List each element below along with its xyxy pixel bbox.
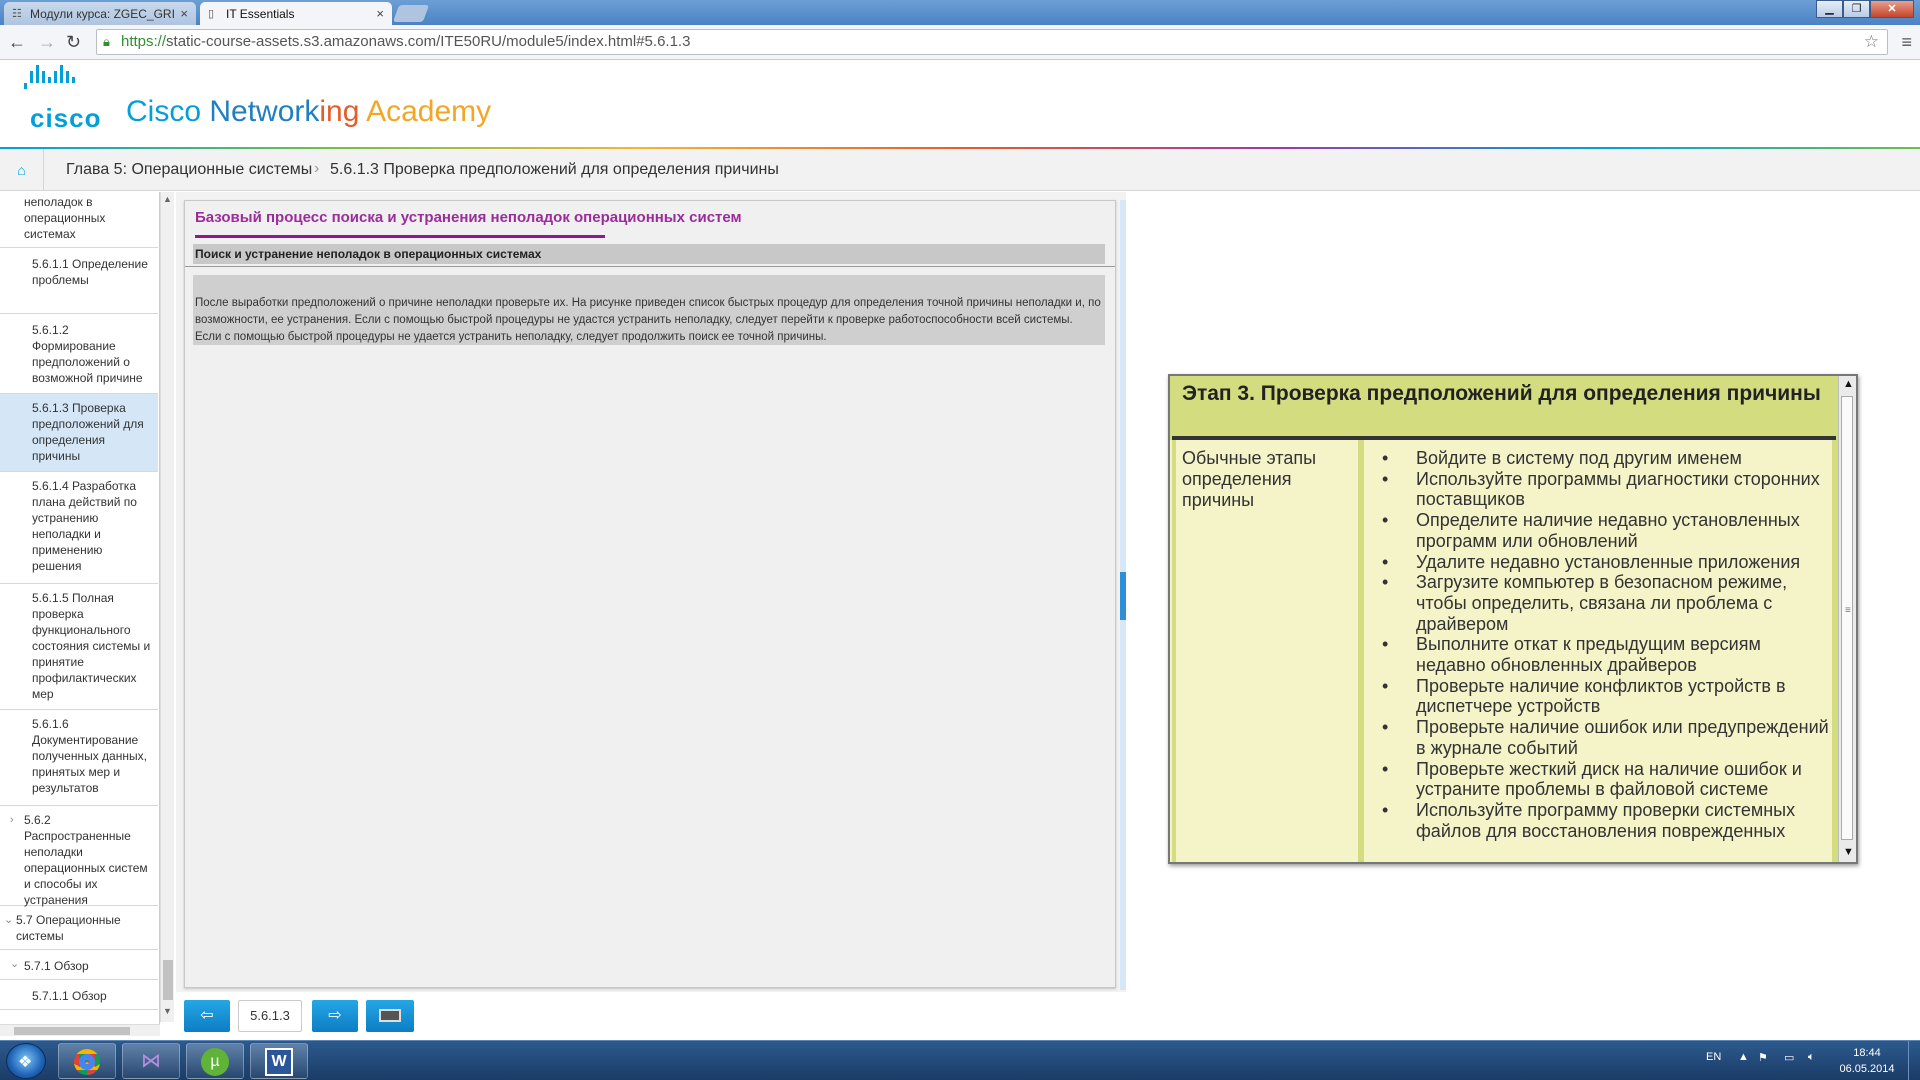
sidebar-item-label: 5.7.1 Обзор xyxy=(24,959,89,973)
tab-course-modules[interactable] xyxy=(4,2,196,25)
title-part-3: ing xyxy=(319,95,360,128)
taskbar-visual-studio[interactable] xyxy=(122,1043,180,1079)
sidebar-item-5-6-1-2[interactable] xyxy=(0,314,158,394)
sidebar-item-5-6-1-1[interactable] xyxy=(0,248,158,314)
action-center-flag-icon[interactable]: ⚑ xyxy=(1758,1052,1768,1064)
scroll-up-icon[interactable]: ▲ xyxy=(1843,378,1854,390)
steps-list xyxy=(1370,448,1830,841)
scroll-up-icon[interactable]: ▲ xyxy=(163,194,172,204)
cell-border xyxy=(1172,440,1176,864)
course-outline xyxy=(0,192,160,1036)
chevron-down-icon: ⌄ xyxy=(10,958,20,970)
clock-date: 06.05.2014 xyxy=(1839,1063,1895,1075)
title-part-1: Cisco xyxy=(126,95,210,128)
card-scroll-thumb[interactable] xyxy=(1841,396,1853,840)
content-scroll-thumb[interactable] xyxy=(1120,572,1126,620)
clock-time: 18:44 xyxy=(1853,1047,1881,1059)
menu-icon[interactable]: ≡ xyxy=(1901,32,1912,52)
show-desktop-button[interactable] xyxy=(1908,1041,1920,1080)
address-bar[interactable] xyxy=(96,29,1888,55)
sidebar-scroll-thumb[interactable] xyxy=(163,960,173,1000)
breadcrumb-separator: › xyxy=(314,160,320,177)
sidebar-hscroll-thumb[interactable] xyxy=(14,1027,130,1035)
reload-icon[interactable]: ↻ xyxy=(66,32,82,52)
minimize-icon[interactable]: ▁ xyxy=(1816,0,1843,18)
language-indicator[interactable]: EN xyxy=(1706,1051,1722,1063)
browser-tabstrip xyxy=(0,0,1920,25)
url-text: static-course-assets.s3.amazonaws.com/ITE50RU/module5/index.html#5.6.1.3 xyxy=(166,33,691,50)
sidebar-item-5-6-1-6[interactable] xyxy=(0,710,158,806)
arrow-right-icon: ⇨ xyxy=(328,1007,342,1024)
sidebar-item-label: 5.6.1.2 Формирование предположений о возможной причине xyxy=(32,323,143,385)
forward-arrow-icon[interactable]: → xyxy=(38,32,56,52)
list-item: • Войдите в систему под другим именем xyxy=(1370,448,1830,469)
academy-title xyxy=(126,95,491,129)
list-item: • Загрузите компьютер в безопасном режиме, чтобы определить, связана ли проблема с драйвером xyxy=(1370,572,1830,634)
sidebar-item-label: 5.6.1.1 Определение проблемы xyxy=(32,257,148,287)
sidebar-item-label: неполадок в операционных системах xyxy=(24,195,106,241)
sidebar-item-5-6-2[interactable] xyxy=(0,806,158,906)
taskbar-utorrent[interactable] xyxy=(186,1043,244,1079)
prev-page-button[interactable] xyxy=(184,1000,230,1032)
tab-label: IT Essentials xyxy=(226,7,295,21)
volume-icon[interactable]: 🔈︎ xyxy=(1808,1051,1815,1063)
sidebar-item-5-6-1-header[interactable] xyxy=(0,192,158,248)
section-divider xyxy=(185,266,1115,267)
sidebar-item-5-7[interactable] xyxy=(0,906,158,950)
visual-studio-icon: ⋈ xyxy=(141,1050,161,1072)
page-number: 5.6.1.3 xyxy=(238,1000,302,1032)
title-underline xyxy=(195,235,605,238)
scroll-down-icon[interactable]: ▼ xyxy=(163,1006,172,1016)
breadcrumb-chapter[interactable]: Глава 5: Операционные системы xyxy=(66,161,313,178)
card-title: Этап 3. Проверка предположений для определения причины xyxy=(1182,382,1821,405)
list-item: • Определите наличие недавно установленных программ или обновлений xyxy=(1370,510,1830,551)
utorrent-icon: µ xyxy=(201,1048,229,1076)
taskbar-chrome[interactable] xyxy=(58,1043,116,1079)
close-tab-icon[interactable]: × xyxy=(180,6,188,21)
sidebar-item-label: 5.6.1.6 Документирование полученных данных, принятых мер и результатов xyxy=(32,717,147,795)
breadcrumb-page: 5.6.1.3 Проверка предположений для определения причины xyxy=(330,161,779,178)
cisco-wordmark: cisco xyxy=(30,103,102,133)
taskbar xyxy=(0,1040,1920,1080)
new-tab-button[interactable] xyxy=(393,5,429,22)
list-item: • Используйте программы диагностики сторонних поставщиков xyxy=(1370,469,1830,510)
tab-label: Модули курса: ZGEC_GRI xyxy=(30,7,175,21)
scroll-down-icon[interactable]: ▼ xyxy=(1843,846,1854,858)
list-item: • Используйте программу проверки системных файлов для восстановления поврежденных xyxy=(1370,800,1830,841)
next-page-button[interactable] xyxy=(312,1000,358,1032)
sidebar-scrollbar[interactable] xyxy=(160,192,174,1022)
card-row-label: Обычные этапы определения причины xyxy=(1182,448,1317,510)
breadcrumb xyxy=(0,149,1920,191)
card-body xyxy=(1170,440,1838,864)
sidebar-item-label: 5.6.1.4 Разработка плана действий по устранению неполадки и применению решения xyxy=(32,479,137,573)
sidebar-item-label: 5.7.1.1 Обзор xyxy=(32,989,107,1003)
browser-toolbar xyxy=(0,25,1920,60)
window-controls xyxy=(1816,0,1914,18)
restore-icon[interactable]: ❐ xyxy=(1843,0,1870,18)
media-toggle-button[interactable] xyxy=(366,1000,414,1032)
close-window-icon[interactable]: ✕ xyxy=(1870,0,1914,18)
sidebar-item-label: 5.6.2 Распространенные неполадки операционных систем и способы их устранения xyxy=(24,813,148,907)
content-title: Базовый процесс поиска и устранения неполадок операционных систем xyxy=(195,209,742,226)
sidebar-item-label: 5.6.1.5 Полная проверка функционального состояния системы и принятие профилактических мер xyxy=(32,591,151,701)
list-item: • Выполните откат к предыдущим версиям недавно обновленных драйверов xyxy=(1370,634,1830,675)
home-icon[interactable]: ⌂ xyxy=(0,149,44,191)
course-favicon-icon: ☷ xyxy=(12,8,22,20)
sidebar-item-5-6-1-5[interactable] xyxy=(0,584,158,710)
title-part-4: Academy xyxy=(359,95,492,128)
sidebar-item-label: 5.6.1.3 Проверка предположений для определения причины xyxy=(32,401,144,463)
arrow-left-icon: ⇦ xyxy=(200,1007,214,1024)
cell-border xyxy=(1358,440,1364,864)
list-item: • Проверьте наличие ошибок или предупреждений в журнале событий xyxy=(1370,717,1830,758)
sidebar-item-5-7-1[interactable] xyxy=(0,950,158,980)
card-scrollbar[interactable] xyxy=(1838,376,1856,862)
bookmark-star-icon[interactable]: ☆ xyxy=(1863,32,1879,51)
sidebar-hscrollbar[interactable] xyxy=(0,1024,160,1036)
content-body: После выработки предположений о причине неполадки проверьте их. На рисунке приведен список быстрых процедур для определения точной причины неполадки и, по возможности, ее устранения. Если с помощью быстрой процедуры не удастся устранить неполадку, следует перейти к проверке работоспособности всей системы. Если с помощью быстрой процедуры не удается устранить неполадку, следует продолжить поиск ее точной причины. xyxy=(193,275,1105,345)
title-part-2: Network xyxy=(209,95,320,128)
url-scheme: https:// xyxy=(121,33,167,50)
content-panel xyxy=(184,200,1116,988)
chrome-icon xyxy=(74,1049,100,1075)
grip-icon: ≡ xyxy=(1845,605,1851,616)
show-hidden-icons-icon[interactable]: ▲ xyxy=(1738,1051,1749,1063)
sidebar-item-5-7-1-1[interactable] xyxy=(0,980,158,1010)
tab-it-essentials[interactable] xyxy=(200,2,392,25)
screen-icon xyxy=(379,1009,401,1022)
back-arrow-icon[interactable]: ← xyxy=(8,32,26,52)
lock-icon: 🔒︎ xyxy=(103,34,110,49)
taskbar-word[interactable] xyxy=(250,1043,308,1079)
figure-card xyxy=(1168,374,1858,864)
sidebar-item-label: 5.7 Операционные системы xyxy=(16,913,121,943)
windows-logo-icon: ❖ xyxy=(18,1054,33,1071)
close-tab-icon[interactable]: × xyxy=(376,6,384,21)
section-heading: Поиск и устранение неполадок в операционных системах xyxy=(193,244,1105,264)
sidebar-item-5-6-1-4[interactable] xyxy=(0,472,158,584)
word-icon: W xyxy=(265,1048,293,1076)
start-button[interactable] xyxy=(6,1043,46,1079)
chevron-down-icon: ⌄ xyxy=(4,914,14,926)
site-header xyxy=(0,61,1920,147)
card-header xyxy=(1170,376,1838,440)
network-icon[interactable]: ▭ xyxy=(1784,1052,1795,1064)
sidebar-item-5-6-1-3[interactable] xyxy=(0,394,158,472)
page-favicon-icon: ▯ xyxy=(208,8,215,20)
list-item: • Удалите недавно установленные приложения xyxy=(1370,552,1830,573)
list-item: • Проверьте наличие конфликтов устройств в диспетчере устройств xyxy=(1370,676,1830,717)
system-clock[interactable] xyxy=(1832,1045,1902,1077)
chevron-right-icon: › xyxy=(10,814,14,826)
list-item: • Проверьте жесткий диск на наличие ошибок и устраните проблемы в файловой системе xyxy=(1370,759,1830,800)
